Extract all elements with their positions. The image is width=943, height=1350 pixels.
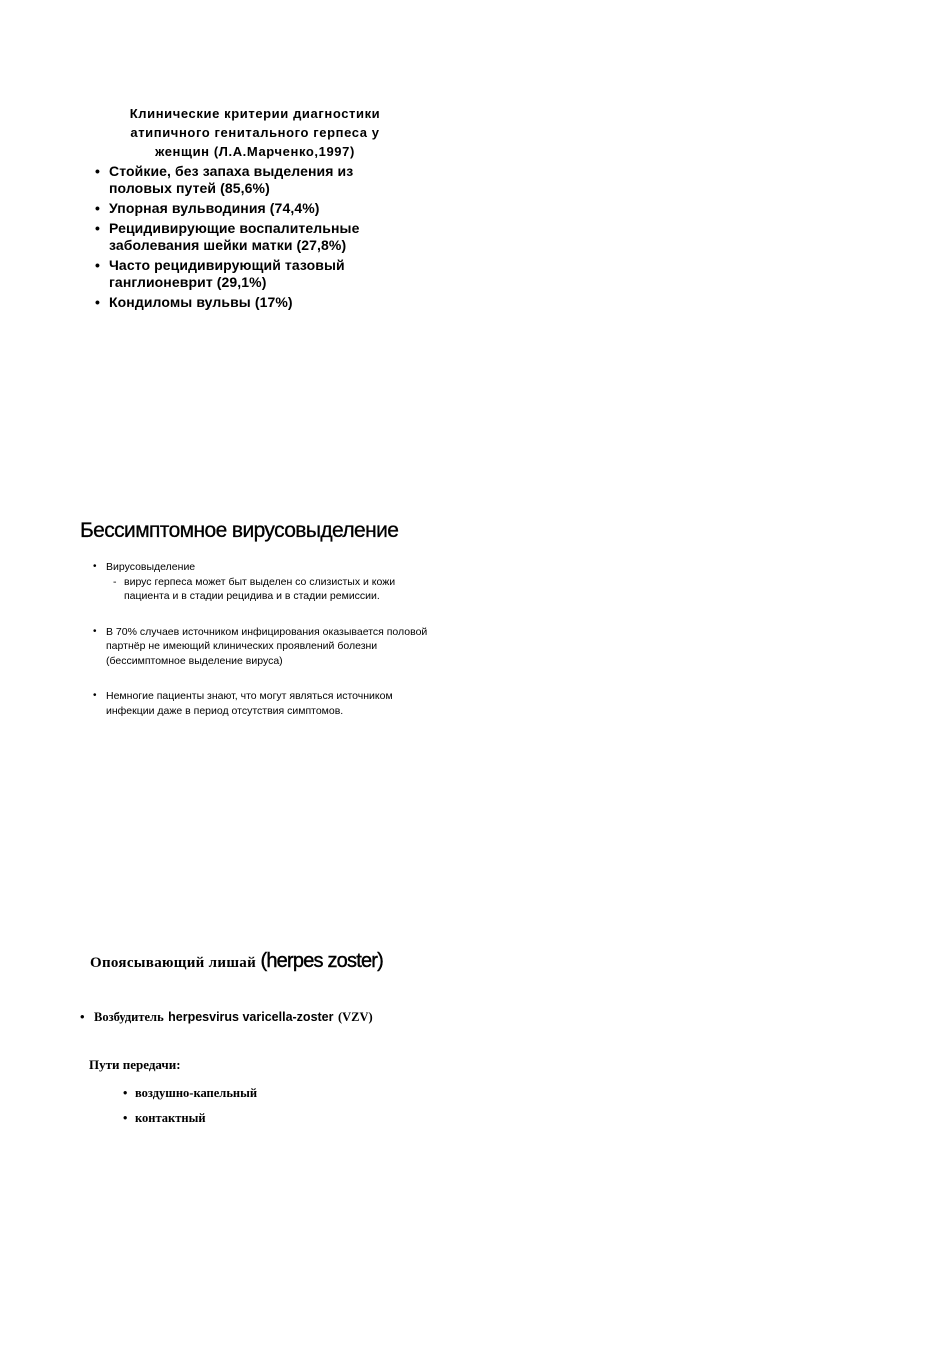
shedding-subitem: [80, 575, 440, 604]
shedding-item: [80, 560, 440, 575]
spacer: [80, 604, 440, 625]
pathogen-line: [80, 1008, 440, 1026]
slide3-title-ru: Опоясывающий лишай: [90, 955, 257, 971]
criteria-text: Упорная вульводиния (74,4%): [109, 200, 320, 216]
transmission-item: [80, 1109, 440, 1127]
slide-asymptomatic-shedding: [80, 516, 440, 718]
bullet-icon: •: [123, 1086, 128, 1100]
spacer: [80, 668, 440, 689]
bullet-icon: •: [123, 1111, 128, 1125]
criteria-text: Часто рецидивирующий тазовый ганглионеврит (29,1%): [109, 257, 345, 290]
criteria-text: Стойкие, без запаха выделения из половых путей (85,6%): [109, 163, 354, 196]
bullet-icon: •: [93, 561, 97, 572]
pathogen-abbr: (VZV): [337, 1010, 373, 1024]
transmission-heading: Пути передачи:: [89, 1057, 181, 1072]
bullet-icon: •: [95, 294, 101, 310]
criteria-item: [88, 220, 408, 254]
criteria-item: [88, 294, 408, 311]
criteria-item: [88, 163, 408, 197]
transmission-text: контактный: [135, 1111, 206, 1125]
shedding-item: [80, 625, 440, 669]
criteria-text: Кондиломы вульвы (17%): [109, 294, 293, 310]
bullet-icon: •: [95, 257, 101, 273]
shedding-item-text: Немногие пациенты знают, что могут являться источником инфекции даже в период отсутствия симптомов.: [106, 690, 393, 717]
pathogen-name: herpesvirus varicella-zoster: [168, 1010, 334, 1024]
bullet-icon: •: [93, 625, 97, 637]
slide1-title-line: Клинические критерии диагностики: [129, 106, 381, 121]
slide3-title-en: (herpes zoster): [260, 950, 383, 972]
criteria-item: [88, 200, 408, 217]
shedding-subitem-text: вирус герпеса может быт выделен со слизистых и кожи пациента и в стадии рецидива и в стадии ремиссии.: [124, 575, 396, 602]
shedding-item-text: В 70% случаев источником инфицирования оказывается половой партнёр не имеющий клинических проявлений болезни (бессимптомное выделение вируса): [106, 625, 428, 667]
slide1-title-line: женщин (Л.А.Марченко,1997): [155, 144, 355, 159]
slide3-title: [90, 944, 440, 980]
slide-herpes-zoster: [80, 944, 440, 1134]
criteria-list: [88, 163, 408, 311]
bullet-icon: •: [95, 200, 101, 216]
dash-icon: -: [113, 575, 117, 588]
transmission-list: [80, 1084, 440, 1127]
slide2-title: Бессимптомное вирусовыделение: [80, 519, 399, 542]
slide1-title: [88, 104, 408, 161]
criteria-text: Рецидивирующие воспалительные заболевания шейки матки (27,8%): [109, 220, 360, 253]
bullet-icon: •: [95, 163, 101, 179]
bullet-icon: •: [95, 220, 101, 236]
slide-atypical-herpes-criteria: [88, 104, 408, 314]
shedding-item: [80, 689, 440, 718]
pathogen-label: Возбудитель: [94, 1010, 164, 1024]
bullet-icon: •: [80, 1009, 85, 1024]
criteria-item: [88, 257, 408, 291]
transmission-item: [80, 1084, 440, 1102]
transmission-text: воздушно-капельный: [135, 1086, 258, 1100]
bullet-icon: •: [93, 690, 97, 701]
shedding-item-text: Вирусовыделение: [106, 561, 196, 573]
slide1-title-line: атипичного генитального герпеса у: [130, 125, 380, 140]
